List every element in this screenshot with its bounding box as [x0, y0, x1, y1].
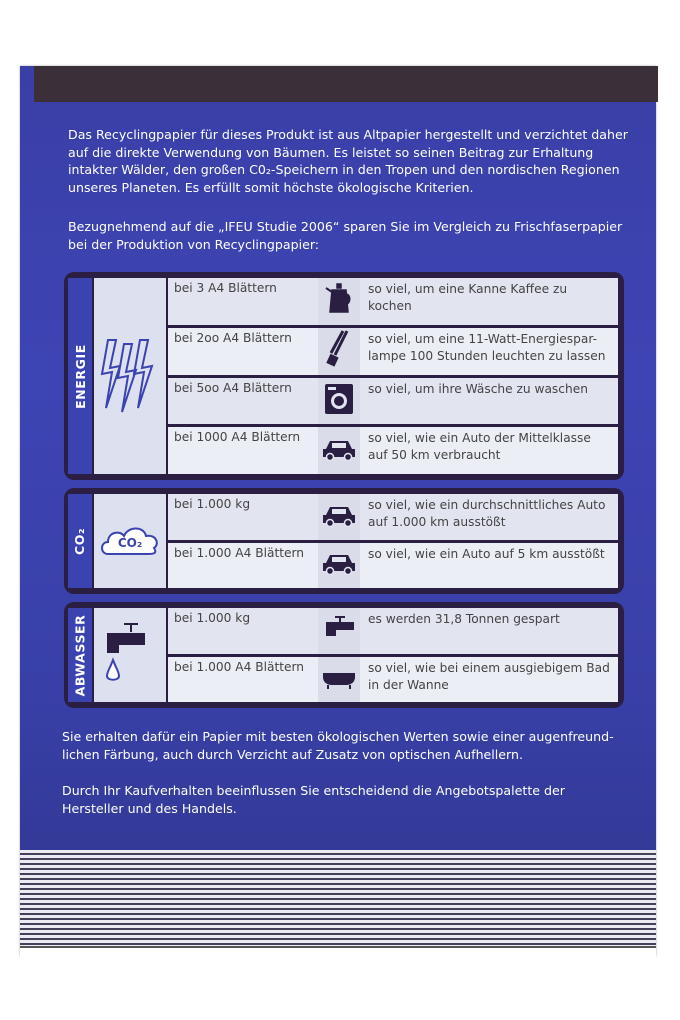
- amount-cell: bei 1.000 kg: [174, 611, 251, 625]
- outro-paragraph: Sie erhalten dafür ein Papier mit besten ökologischen Werten sowie einer augenfreund-lichen Färbung, auch durch Verzicht auf Zusatz von optischen Aufhellern.: [62, 729, 614, 762]
- table-row: [168, 543, 618, 589]
- energy-saving-lamp-icon: [325, 329, 353, 373]
- pad-bottom-edge: [20, 946, 656, 960]
- coffee-pot-icon: [325, 282, 353, 320]
- description-cell: so viel, um eine Kanne Kaffee zu kochen: [368, 282, 568, 313]
- car-icon: [322, 503, 356, 531]
- study-paragraph: Bezugnehmend auf die „IFEU Studie 2006“ sparen Sie im Vergleich zu Frischfaserpapier bei der Produktion von Recyclingpapier:: [68, 219, 623, 252]
- car-icon: [322, 437, 356, 465]
- table-row: [168, 427, 618, 474]
- section-co2: [64, 488, 624, 594]
- paper-stack-edge: [20, 850, 656, 946]
- section-energie: [64, 272, 624, 480]
- cloud-icon: [94, 494, 166, 588]
- intro-paragraph: Das Recyclingpapier für dieses Produkt ist aus Altpapier hergestellt und verzichtet daher auf die direkte Verwendung von Bäumen. Es leistet so seinen Beitrag zur Erhaltung intakter Wälder, den großen C0₂-Speichern in den Tropen und den nordischen Regionen unseres Planeten. Es erfüllt somit höchste ökologische Kriterien.: [68, 127, 628, 195]
- bathtub-icon: [322, 665, 356, 693]
- table-row: [168, 608, 618, 654]
- closing-paragraph: Durch Ihr Kaufverhalten beeinflussen Sie entscheidend die Angebotspalette der Hersteller und des Handels.: [62, 783, 565, 816]
- faucet-drop-icon: [94, 608, 166, 702]
- description-cell: so viel, wie bei einem ausgiebigem Bad in der Wanne: [368, 660, 610, 692]
- description-cell: so viel, wie ein durchschnittliches Auto auf 1.000 km ausstößt: [368, 498, 606, 529]
- lightning-icon: [94, 278, 166, 474]
- section-tab-co2: CO₂: [68, 494, 92, 588]
- section-tab-abwasser: ABWASSER: [68, 608, 92, 702]
- table-row: [168, 494, 618, 540]
- cloud-label: CO₂: [117, 536, 143, 550]
- description-cell: so viel, wie ein Auto der Mittelklasse auf 50 km verbraucht: [368, 431, 591, 463]
- car-icon: [322, 551, 356, 579]
- section-abwasser: [64, 602, 624, 708]
- description-cell: es werden 31,8 Tonnen gespart: [368, 612, 560, 626]
- washing-machine-icon: [324, 383, 354, 419]
- section-tab-energie: ENERGIE: [68, 278, 92, 474]
- amount-cell: bei 1.000 A4 Blättern: [174, 545, 305, 560]
- amount-cell: bei 1.000 kg: [174, 497, 251, 511]
- description-cell: so viel, um eine 11-Watt-Energiespar-lampe 100 Stunden leuchten zu lassen: [368, 331, 606, 363]
- table-row: [168, 328, 618, 375]
- amount-cell: bei 3 A4 Blättern: [174, 281, 277, 295]
- amount-cell: bei 2oo A4 Blättern: [174, 330, 292, 345]
- water-tap-icon: [323, 615, 355, 647]
- amount-cell: bei 1000 A4 Blättern: [174, 430, 301, 445]
- amount-cell: bei 5oo A4 Blättern: [174, 380, 292, 395]
- description-cell: so viel, um ihre Wäsche zu waschen: [368, 381, 588, 396]
- amount-cell: bei 1.000 A4 Blättern: [174, 659, 305, 674]
- table-row: [168, 278, 618, 325]
- table-row: [168, 657, 618, 703]
- table-row: [168, 378, 618, 425]
- binding-strip: [34, 66, 658, 102]
- description-cell: so viel, wie ein Auto auf 5 km ausstößt: [368, 546, 605, 561]
